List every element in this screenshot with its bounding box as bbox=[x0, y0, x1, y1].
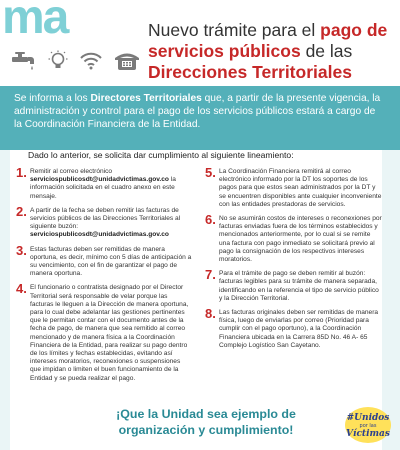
guideline-number: 1. bbox=[16, 165, 27, 180]
guideline-item bbox=[205, 212, 383, 264]
telephone-icon bbox=[114, 51, 140, 71]
guideline-text-end: la información solicitada en el cuadro anexo en este mensaje. bbox=[30, 176, 176, 200]
seal-line-3: Víctimas bbox=[346, 429, 390, 439]
title-part-1: Nuevo trámite para el bbox=[148, 20, 321, 40]
guidelines-left-column bbox=[16, 165, 192, 389]
guideline-item bbox=[205, 165, 383, 209]
guideline-number: 7. bbox=[205, 267, 216, 283]
unidos-seal bbox=[343, 405, 393, 445]
header bbox=[0, 0, 400, 84]
page-title bbox=[148, 20, 400, 83]
guideline-text: Las facturas originales deben ser remitidas de manera física, luego de enviarlas por correo (Prioridad para cumplir con el pago oportuno), a la Coordinación Financiera ubicada en la Carrera 85D No. 46 A- 65 Complejo Logístico San Cayetano. bbox=[219, 309, 379, 349]
faucet-icon bbox=[10, 51, 36, 71]
guideline-text: Para el trámite de pago se deben remitir al buzón: facturas legibles para su trámite de manera separada, identificando en la referencia el tipo de servicio público y la Dirección Territorial. bbox=[219, 270, 379, 302]
guideline-text: A partir de la fecha se deben remitir las facturas de servicios públicos de las Direcciones Territoriales al siguiente buzón: bbox=[30, 206, 181, 231]
title-part-3: de las bbox=[300, 41, 353, 61]
guideline-text: Estas facturas deben ser remitidas de manera oportuna, es decir, mínimo con 5 días de anticipación a su vencimiento, con el fin de garantizar el pago de manera oportuna. bbox=[30, 245, 192, 278]
announcement-banner bbox=[0, 86, 400, 150]
closing-message: ¡Que la Unidad sea ejemplo de organización y cumplimiento! bbox=[116, 407, 296, 437]
lightbulb-icon bbox=[48, 50, 68, 72]
guideline-item bbox=[16, 281, 192, 382]
wifi-icon bbox=[80, 52, 102, 70]
guideline-number: 2. bbox=[16, 203, 27, 219]
guideline-number: 4. bbox=[16, 281, 27, 297]
intro-text: Dado lo anterior, se solicita dar cumplimiento al siguiente lineamiento: bbox=[28, 150, 294, 160]
guideline-item bbox=[16, 165, 192, 201]
guideline-item bbox=[16, 242, 192, 279]
title-part-4: Direcciones Territoriales bbox=[148, 62, 352, 82]
guideline-number: 8. bbox=[205, 306, 216, 322]
guideline-item bbox=[205, 267, 383, 303]
guideline-text: La Coordinación Financiera remitirá al correo electrónico informado por la DT los soportes de los pagos para que estos sean administrados por la DT y se encuentren disponibles ante cualquier inconveniente con las entidades prestadoras de servicios. bbox=[219, 168, 382, 208]
guideline-text: Remitir al correo electrónico bbox=[30, 168, 113, 175]
title-part-2: pago de servicios públicos bbox=[148, 20, 388, 61]
guideline-number: 3. bbox=[16, 242, 27, 258]
guidelines-right-column bbox=[205, 165, 383, 356]
seal-line-2: por las bbox=[359, 423, 377, 429]
guideline-text: El funcionario o contratista designado por el Director Territorial será responsable de velar porque las facturas le lleguen a la Dirección de manera oportuna, para lo cual debe adelantar las gestiones pertinentes que le permitan contar con el documento antes de la fecha de pago, de manera que sea remitido al correo mencionado y de manera física a la Coordinación Financiera de la Entidad, para realizar su pago dentro de los límites y fechas establecidas, evitando así intereses moratorios, reconexiones o suspensiones que impidan o limiten el buen funcionamiento de la Entidad y se pueda realizar el pago. bbox=[30, 284, 189, 382]
guideline-email: serviciospublicosdt@unidadvictimas.gov.co bbox=[30, 231, 169, 239]
service-icons bbox=[10, 50, 140, 72]
banner-part-1: Se informa a los bbox=[14, 93, 91, 104]
banner-part-3: que, a partir de la presente vigencia, la administración y control para el pago de los servicios públicos estará a cargo de la Coordinación Financiera de la Entidad. bbox=[14, 93, 381, 130]
guideline-item bbox=[205, 306, 383, 350]
guideline-text: No se asumirán costos de intereses o reconexiones por facturas enviadas fuera de los términos establecidos y mencionados anteriormente, por lo cual si se remite una factura con pago inmediato se solicitará previo al pago la consignación de los respectivos intereses moratorios. bbox=[219, 215, 382, 264]
guideline-item bbox=[16, 203, 192, 240]
guideline-number: 6. bbox=[205, 212, 216, 228]
guideline-number: 5. bbox=[205, 165, 216, 180]
guideline-email: serviciospublicosdt@unidadvictimas.gov.co bbox=[30, 176, 169, 184]
banner-part-2: Directores Territoriales bbox=[90, 93, 202, 104]
seal-line-1: #Unidos bbox=[346, 413, 390, 423]
logo: ma bbox=[2, 0, 68, 44]
